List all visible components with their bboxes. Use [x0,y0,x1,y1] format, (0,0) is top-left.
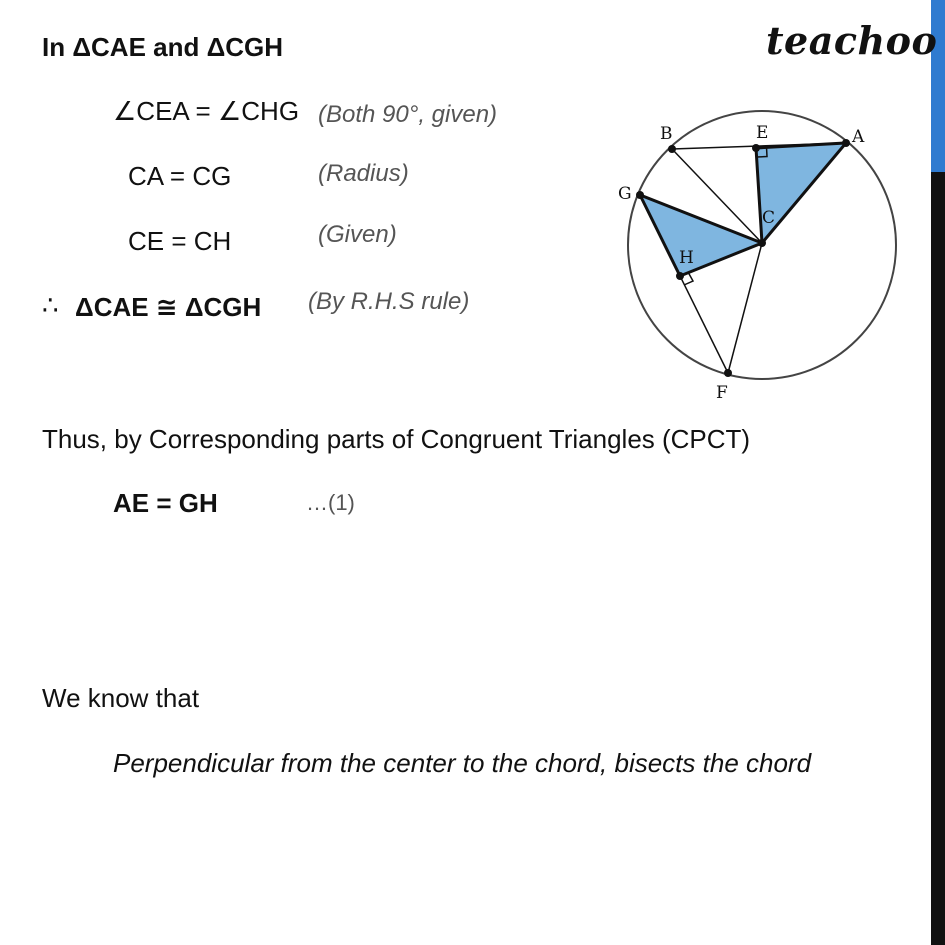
label-f: F [716,383,728,403]
conclusion-reason: (By R.H.S rule) [308,288,470,315]
point-g [636,191,644,199]
teachoo-logo: teachoo [766,18,938,63]
segment-cf [728,243,762,373]
label-g: G [618,184,632,204]
point-c [758,239,766,247]
label-c: C [762,208,776,228]
conclusion: ΔCAE ≅ ΔCGH [75,292,262,322]
point-a [842,139,850,147]
cpct-line: Thus, by Corresponding parts of Congruent Triangles (CPCT) [42,424,751,454]
statement-given: CE = CH [128,226,232,256]
point-h [676,272,684,280]
theorem-statement: Perpendicular from the center to the chord, bisects the chord [113,748,812,778]
triangle-cae [756,143,846,243]
point-b [668,145,676,153]
triangle-cgh [640,195,762,276]
label-e: E [756,123,769,143]
point-e [752,144,760,152]
point-f [724,369,732,377]
circle-diagram [605,105,905,405]
reason-given: (Given) [318,221,397,248]
statement-angle: ∠CEA = ∠CHG [113,96,300,126]
cpct-result: AE = GH [113,488,218,518]
reason-angle: (Both 90°, given) [318,101,498,128]
reason-radius: (Radius) [318,160,409,187]
proof-heading: In ΔCAE and ΔCGH [42,32,284,62]
label-b: B [660,124,673,144]
theorem-intro: We know that [42,683,200,713]
therefore-symbol: ∴ [42,290,59,320]
equation-ref: …(1) [306,490,355,515]
label-a: A [852,127,865,147]
statement-radius: CA = CG [128,161,232,191]
label-h: H [679,248,694,268]
